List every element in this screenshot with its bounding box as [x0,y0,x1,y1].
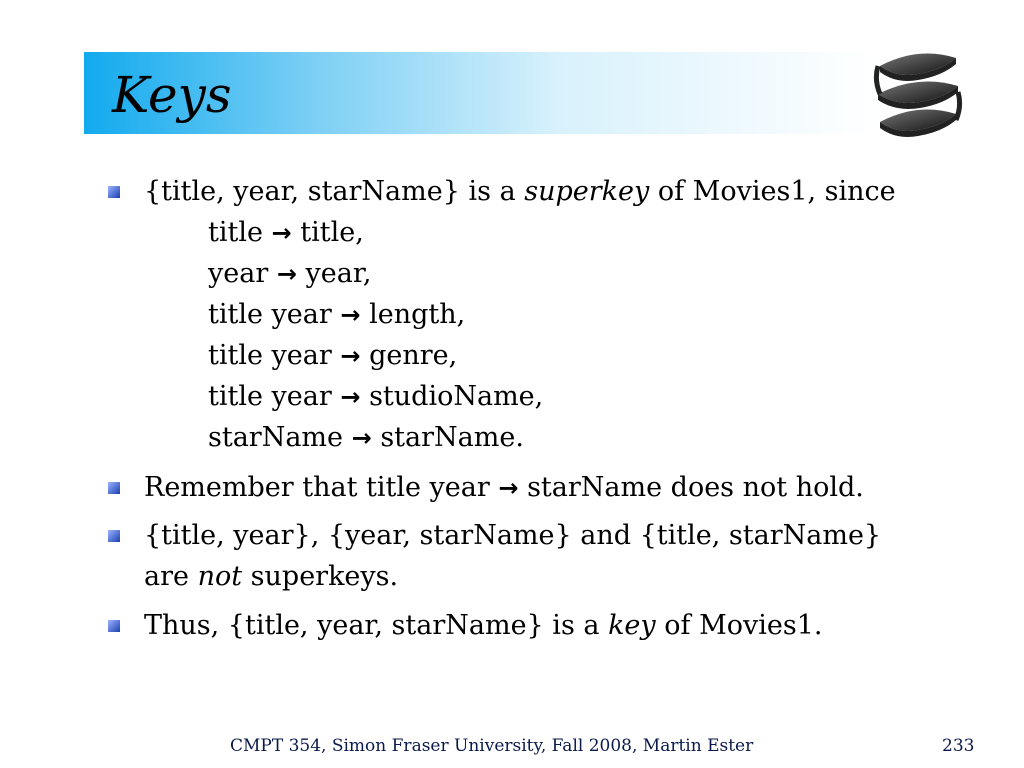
fd-line [208,379,543,415]
fd-line [208,256,371,292]
footer-course-info: CMPT 354, Simon Fraser University, Fall 2008, Martin Ester [230,736,754,756]
fd-lhs: title year [208,299,332,330]
arrow-icon: → [271,219,292,247]
bullet-remember [144,470,864,506]
fd-rhs: studioName, [369,381,544,412]
fd-rhs: genre, [369,340,458,371]
text-segment: of Movies1, since [649,176,896,207]
bullet-icon [108,482,120,494]
fd-lhs: starName [208,422,344,453]
arrow-icon: → [340,301,361,329]
fd-lhs: year [208,258,269,289]
text-segment: are [144,561,198,592]
fd-lhs: title [208,217,263,248]
arrow-icon: → [276,260,297,288]
fd-line [208,297,465,333]
bullet-superkey-statement [144,174,896,210]
text-segment: of Movies1. [655,610,823,641]
bullet-icon [108,620,120,632]
bullet-icon [108,186,120,198]
slide-title: Keys [112,66,232,124]
fd-rhs: year, [305,258,372,289]
text-segment: starName does not hold. [518,472,864,503]
fd-line [208,420,524,456]
arrow-icon: → [351,424,372,452]
arrow-icon: → [498,474,519,502]
fd-rhs: length, [369,299,466,330]
emphasis-superkey: superkey [524,176,650,207]
page-number: 233 [942,736,975,756]
fd-line [208,338,457,374]
bullet-not-superkeys-line2 [144,559,398,595]
arrow-icon: → [340,342,361,370]
arrow-icon: → [340,383,361,411]
emphasis-key: key [608,610,656,641]
fd-line [208,215,364,251]
emphasis-not: not [197,561,243,592]
bullet-icon [108,530,120,542]
text-segment: superkeys. [242,561,399,592]
bullet-not-superkeys-line1: {title, year}, {year, starName} and {title, starName} [144,520,882,551]
bullet-key-conclusion [144,608,822,644]
fd-rhs: starName. [380,422,524,453]
fd-lhs: title year [208,340,332,371]
fd-rhs: title, [300,217,364,248]
text-segment: Remember that title year [144,472,499,503]
fd-lhs: title year [208,381,332,412]
text-segment: Thus, {title, year, starName} is a [144,610,609,641]
text-segment: {title, year, starName} is a [144,176,525,207]
